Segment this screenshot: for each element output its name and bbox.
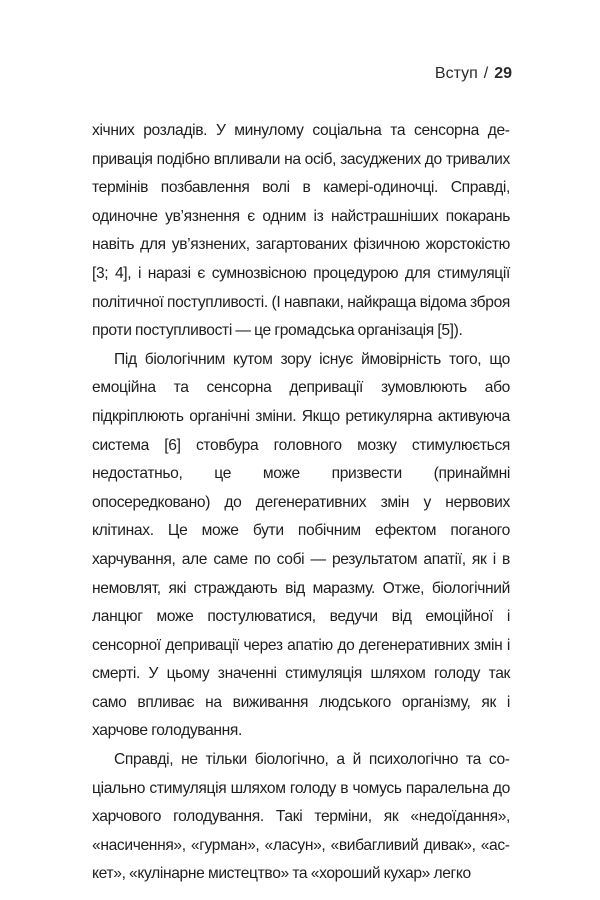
paragraph-continued: хічних розладів. У минулому соціальна та сенсорна депривація подібно впливали на осіб, засуджених до тривалих термінів позбавлення волі в камері-одиночці. Справді, одиночне ув’язнення є одним із найстрашніших покарань навіть для ув’язнених, загартованих фізичною жорстокістю [3; 4], і наразі є сумнозвісною процедурою для стимуляції політичної поступливості. (І навпаки, найкраща відома зброя проти поступливості — це громадська організація [5]). [92,122,510,340]
paragraph-psychological: Справді, не тільки біологічно, а й психологічно та соціально стимуляція шляхом голоду в чомусь паралельна до харчового голодування. Такі терміни, як «недоїдання», «насичення», «гурман», «ласун», «вибагливий дивак», «аскет», «кулінарне мистецтво» та «хороший кухар» легко [92,751,510,883]
page-number: 29 [494,65,512,82]
paragraph-biological: Під біологічним кутом зору існує ймовірність того, що емоційна та сенсорна депривації зумовлюють або підкріплюють органічні зміни. Якщо ретикулярна активуюча система [6] стовбура головного мозку стимулюється недостатньо, це може призвести (принаймні опосередковано) до дегенеративних змін у нервових клітинах. Це може бути побічним ефектом поганого харчування, але саме по собі — результатом апатії, як і в немовлят, які страждають від маразму. Отже, біологічний ланцюг може постулюватися, ведучи від емоційної і сенсорної депривації через апатію до дегенеративних змін і смерті. У цьому значенні стимуляція шляхом голоду так само впливає на виживання людського організму, як і харчове голодування. [92,350,510,740]
header-separator: / [483,65,489,82]
body-text [92,117,510,889]
running-header [435,64,512,84]
section-title: Вступ [434,65,478,82]
